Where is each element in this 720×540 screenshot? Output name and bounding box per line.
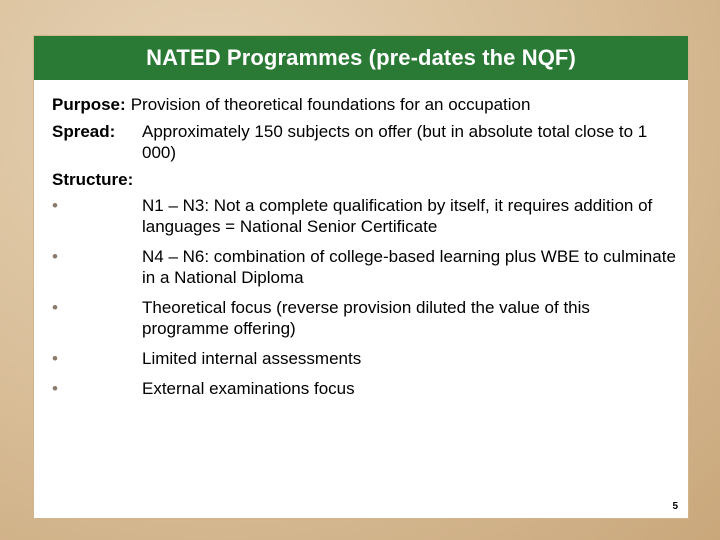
content-panel [34, 36, 688, 518]
page-number: 5 [672, 501, 678, 512]
bullet-icon: • [52, 196, 58, 215]
structure-bullet [52, 297, 676, 339]
purpose-label: Purpose: [52, 95, 126, 114]
structure-bullet [52, 246, 676, 288]
bullet-text: External examinations focus [142, 379, 355, 398]
title-bar [34, 36, 688, 80]
spread-text: Approximately 150 subjects on offer (but in absolute total close to 1 000) [142, 122, 648, 162]
bullet-icon: • [52, 247, 58, 266]
bullet-text: N1 – N3: Not a complete qualification by itself, it requires addition of languages = National Senior Certificate [142, 196, 653, 236]
structure-bullet [52, 195, 676, 237]
structure-bullet [52, 348, 676, 369]
bullet-text: Theoretical focus (reverse provision diluted the value of this programme offering) [142, 298, 590, 338]
purpose-row [52, 94, 676, 115]
spread-row [52, 121, 676, 163]
bullet-icon: • [52, 298, 58, 317]
structure-bullet [52, 378, 676, 399]
bullet-icon: • [52, 379, 58, 398]
bullet-text: Limited internal assessments [142, 349, 362, 368]
slide-body [52, 94, 676, 408]
structure-label: Structure: [52, 170, 134, 189]
slide-title: NATED Programmes (pre-dates the NQF) [146, 45, 576, 70]
purpose-text: Provision of theoretical foundations for an occupation [130, 95, 531, 114]
bullet-icon: • [52, 349, 58, 368]
spread-label: Spread: [52, 122, 116, 141]
bullet-text: N4 – N6: combination of college-based learning plus WBE to culminate in a National Diploma [142, 247, 676, 287]
